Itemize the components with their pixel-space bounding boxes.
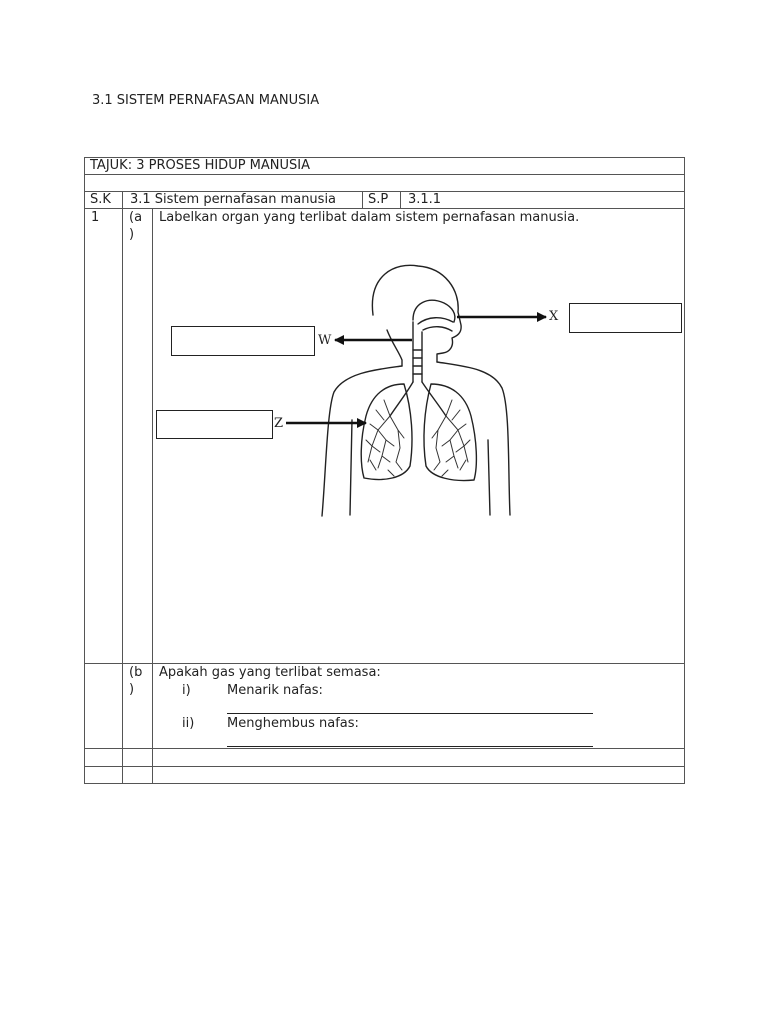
tajuk-title: TAJUK: 3 PROSES HIDUP MANUSIA — [90, 158, 311, 173]
item-numeral: i) — [182, 683, 191, 698]
lung-right — [424, 384, 476, 480]
sp-label: S.P — [368, 192, 389, 207]
head-outline — [372, 265, 461, 362]
part-b-label-paren: ) — [129, 682, 135, 697]
sk-label: S.K — [90, 192, 111, 207]
lung-left — [361, 384, 412, 480]
answer-box-z[interactable] — [156, 410, 273, 439]
label-z: Z — [274, 416, 284, 431]
item-text: Menghembus nafas: — [227, 716, 359, 731]
answer-box-x[interactable] — [569, 303, 682, 333]
sk-value: 3.1 Sistem pernafasan manusia — [130, 192, 337, 207]
label-x: X — [549, 309, 559, 324]
item-text: Menarik nafas: — [227, 683, 323, 698]
part-b-label: (b — [129, 665, 143, 680]
label-w: W — [318, 333, 332, 348]
question-number: 1 — [91, 210, 100, 225]
part-a-label-paren: ) — [129, 227, 135, 242]
page-heading: 3.1 SISTEM PERNAFASAN MANUSIA — [92, 93, 320, 108]
nasal-cavity — [413, 300, 455, 322]
torso-outline — [437, 362, 510, 515]
part-a-instruction: Labelkan organ yang terlibat dalam sistem pernafasan manusia. — [159, 210, 580, 225]
part-b-question: Apakah gas yang terlibat semasa: — [159, 665, 381, 680]
neck-outline — [387, 330, 402, 366]
answer-box-w[interactable] — [171, 326, 315, 356]
part-a-label: (a — [129, 210, 143, 225]
sp-value: 3.1.1 — [408, 192, 442, 207]
item-numeral: ii) — [182, 716, 195, 731]
